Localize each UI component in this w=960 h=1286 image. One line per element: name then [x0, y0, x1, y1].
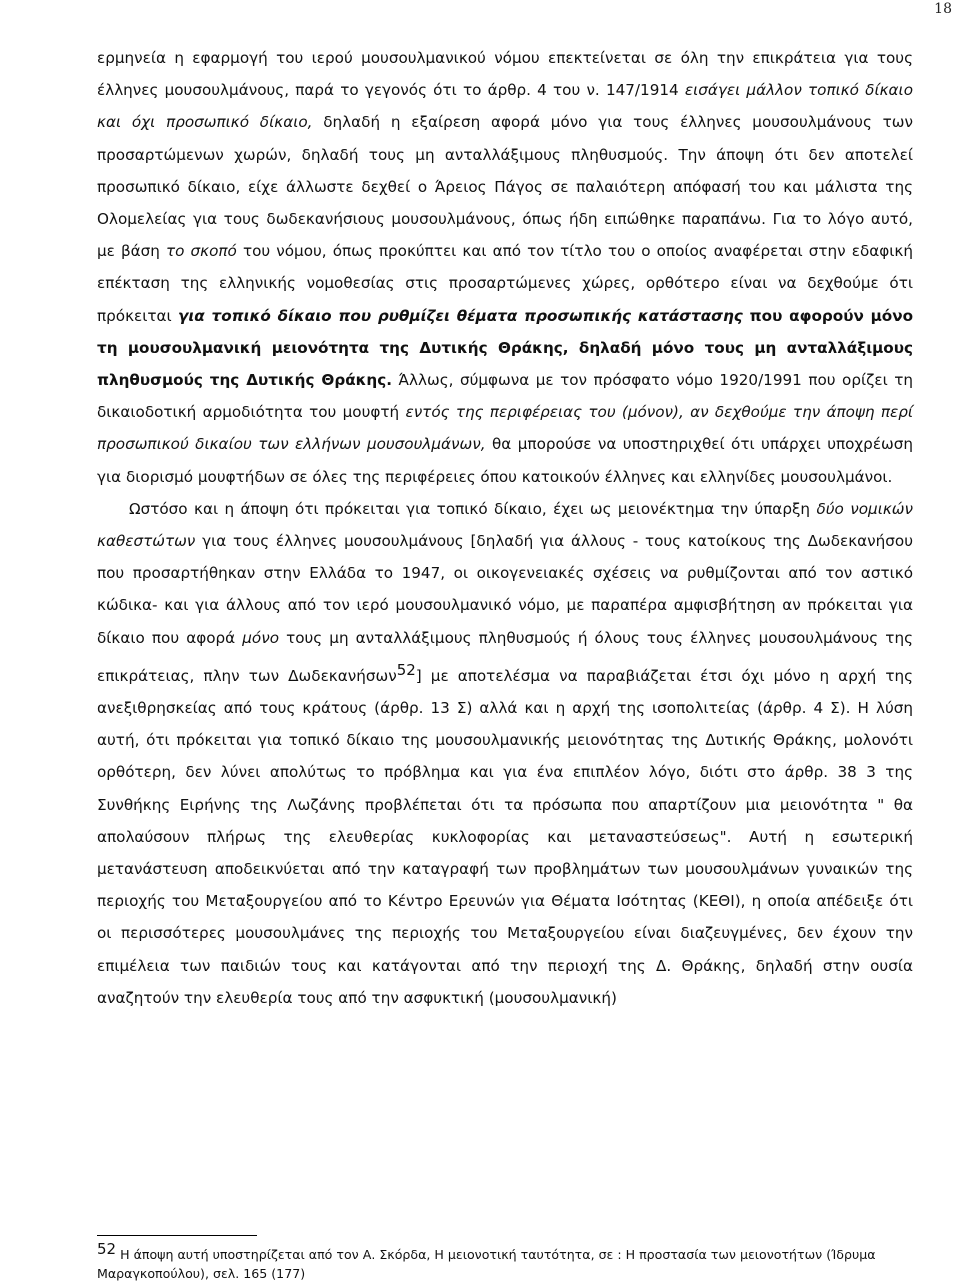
footnote-text: Η άποψη αυτή υποστηρίζεται από τον Α. Σκόρδα, Η μειονοτική ταυτότητα, σε : Η προστασία των μειονοτήτων (Ίδρυμα Μαραγκοπούλου), σελ. 165 (177): [97, 1247, 876, 1281]
text-run: ερμηνεία η εφαρμογή του ιερού μουσουλμανικού νόμου επεκτείνεται σε όλη την επικράτεια για τους έλληνες μουσουλμάνους, παρά το γεγονός ότι το άρθρ. 4 του ν. 147/1914: [97, 49, 913, 100]
text-run: δύο νομικών καθεστώτων: [97, 499, 913, 551]
footnote-reference: 52: [396, 660, 416, 679]
text-run: του νόμου, όπως προκύπτει και από τον τίτλο του ο οποίος αναφέρεται στην εδαφική επέκταση της ελληνικής νομοθεσίας στις προσαρτώμενες χώρες, ορθότερο είναι να δεχθούμε ότι πρόκειται: [97, 242, 913, 325]
text-run: δηλαδή η εξαίρεση αφορά μόνο για τους έλληνες μουσουλμάνους των προσαρτώμενων χωρών, δηλαδή τους μη ανταλλάξιμους πληθυσμούς. Την άποψη ότι δεν αποτελεί προσωπικό δίκαιο, είχε άλλωστε δεχθεί ο Άρειος Πάγος σε παλαιότερη απόφασή του και μάλιστα της Ολομελείας για τους δωδεκανήσιους μουσουλμάνους, όπως ήδη ειπώθηκε παραπάνω. Για το λόγο αυτό, με βάση: [97, 113, 913, 261]
text-run: μόνο: [242, 628, 279, 647]
text-run: εντός της περιφέρειας του (μόνον), αν δεχθούμε την άποψη περί προσωπικού δικαίου των ελλήνων μουσουλμάνων,: [97, 403, 913, 454]
text-run: που αφορούν μόνο τη μουσουλμανική μειονότητα της Δυτικής Θράκης, δηλαδή μόνο τους μη ανταλλάξιμους πληθυσμούς της Δυτικής Θράκης.: [97, 306, 914, 390]
text-run: Άλλως, σύμφωνα με τον πρόσφατο νόμο 1920/1991 που ορίζει τη δικαιοδοτική αρμοδιότητα του μουφτή: [97, 371, 913, 422]
text-run: ] με αποτελέσμα να παραβιάζεται έτσι όχι μόνο η αρχή της ανεξιθρησκείας από τους κράτους (άρθρ. 13 Σ) αλλά και η αρχή της ισοπολιτείας (άρθρ. 4 Σ). Η λύση αυτή, ότι πρόκειται για τοπικό δίκαιο της μουσουλμανικής μειονότητας της Δυτικής Θράκης, μολονότι ορθότερη, δεν λύνει απολύτως το πρόβλημα και για ένα επιπλέον λόγο, διότι στο άρθρ. 38 3 της Συνθήκης Ειρήνης της Λωζάνης προβλέπεται ότι τα πρόσωπα που απαρτίζουν μια μειονότητα " θα απολαύσουν πλήρως της ελευθερίας κυκλοφορίας και μεταναστεύσεως". Αυτή η εσωτερική μετανάστευση αποδεικνύεται από την καταγραφή των προβλημάτων των μουσουλμάνων γυναικών της περιοχής του Μεταξουργείου από το Κέντρο Ερευνών για Θέματα Ισότητας (ΚΕΘΙ), η οποία απέδειξε ότι οι περισσότερες μουσουλμάνες της περιοχής του Μεταξουργείου είναι διαζευγμένες, δεν έχουν την επιμέλεια των παιδιών τους και κατάγονται από την περιοχή της Δ. Θράκης, δηλαδή στην ουσία αναζητούν την ελευθερία τους από την ασφυκτική (μουσουλμανική): [97, 666, 913, 1007]
body-paragraph: [97, 42, 913, 493]
text-run: τους μη ανταλλάξιμους πληθυσμούς ή όλους τους έλληνες μουσουλμάνους της επικράτειας, πλην των Δωδεκανήσων: [97, 628, 913, 685]
footnote-number: 52: [97, 1240, 117, 1258]
footnote-rule: [97, 1235, 257, 1236]
footnote: [97, 1240, 917, 1283]
text-run: Ωστόσο και η άποψη ότι πρόκειται για τοπικό δίκαιο, έχει ως μειονέκτημα την ύπαρξη: [129, 499, 817, 518]
text-run: θα μπορούσε να υποστηριχθεί ότι υπάρχει υποχρέωση για διορισμό μουφτήδων σε όλες της περιφέρειες όπου κατοικούν έλληνες και ελληνίδες μουσουλμάνοι.: [97, 435, 914, 486]
text-run: το σκοπό: [166, 242, 237, 261]
text-run: για τους έλληνες μουσουλμάνους [δηλαδή για άλλους - τους κατοίκους της Δωδεκανήσου που προσαρτήθηκαν στην Ελλάδα το 1947, οι οικογενειακές σχέσεις να ρυθμίζονται από τον αστικό κώδικα- και για άλλους από τον ιερό μουσουλμανικό νόμο, με παραπέρα αμφισβήτηση αν πρόκειται για δίκαιο που αφορά: [97, 532, 913, 647]
text-run: εισάγει μάλλον τοπικό δίκαιο και όχι προσωπικό δίκαιο,: [97, 81, 913, 132]
body-paragraph: [97, 493, 913, 1014]
main-text: [97, 42, 913, 1014]
text-run: για τοπικό δίκαιο που ρυθμίζει θέματα προσωπικής κατάστασης: [178, 306, 743, 325]
page-number: 18: [934, 1, 952, 17]
